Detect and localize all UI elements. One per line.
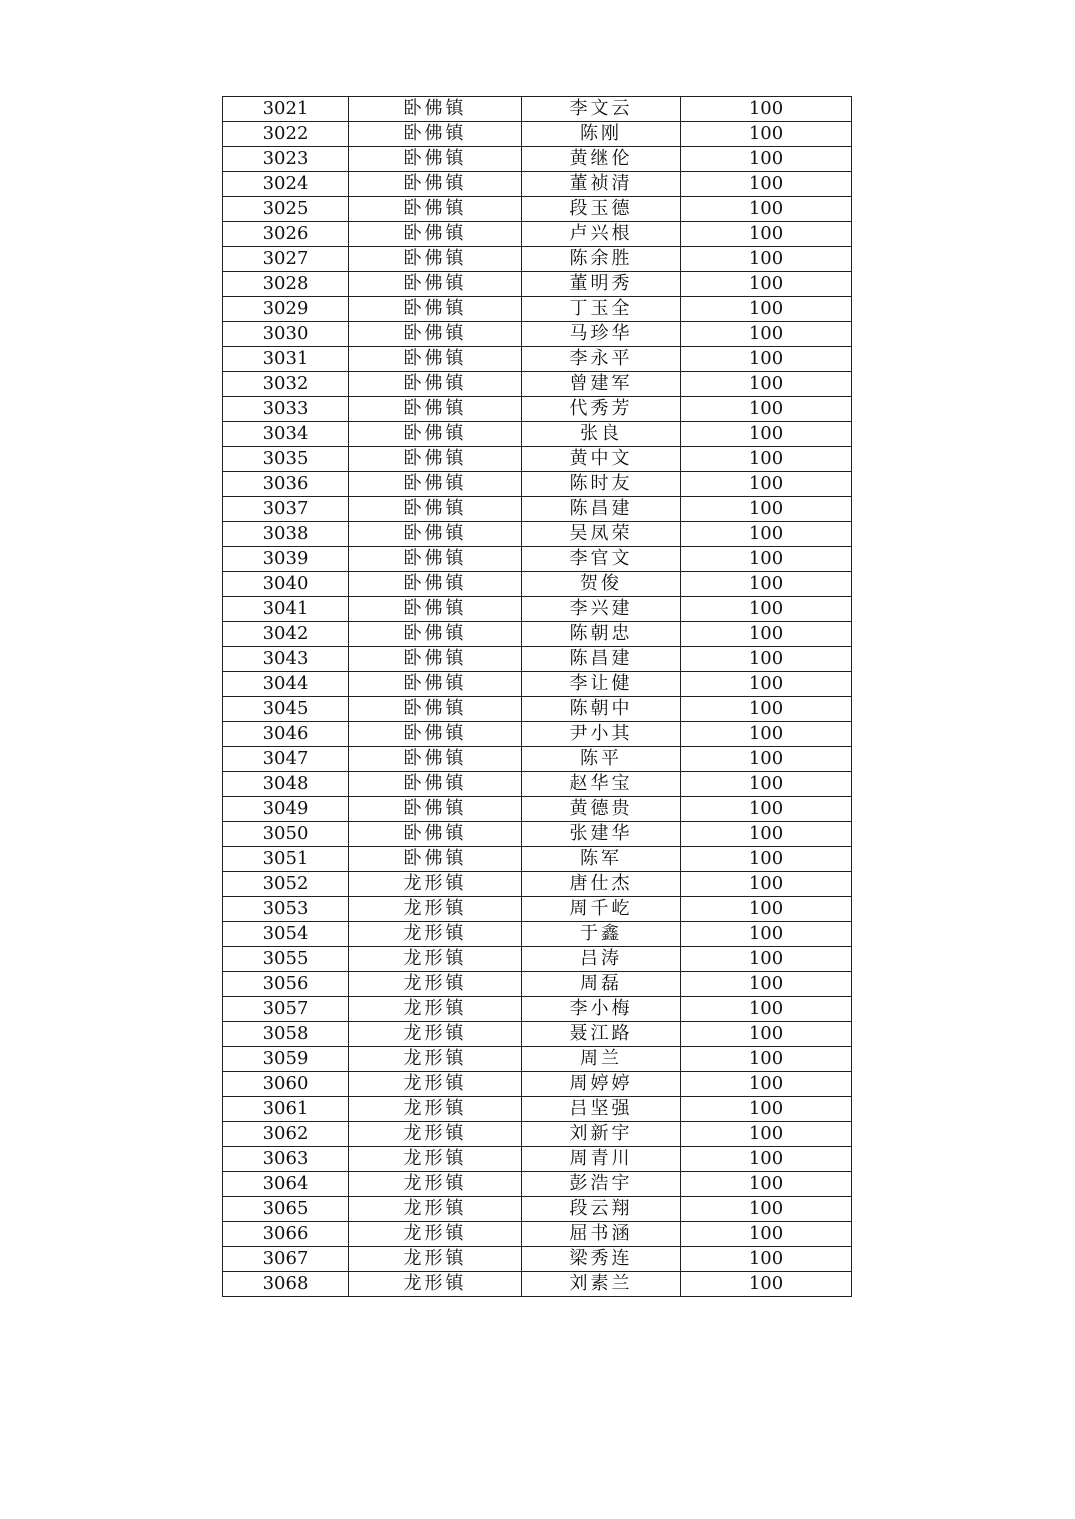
town-cell: 卧佛镇 [349,222,522,247]
serial-number-cell: 3047 [223,747,349,772]
amount-cell: 100 [681,1047,852,1072]
serial-number-cell: 3063 [223,1147,349,1172]
name-cell: 刘素兰 [522,1272,681,1297]
amount-cell: 100 [681,872,852,897]
serial-number-cell: 3061 [223,1097,349,1122]
amount-cell: 100 [681,547,852,572]
name-cell: 李官文 [522,547,681,572]
name-cell: 陈昌建 [522,497,681,522]
amount-cell: 100 [681,597,852,622]
table-row [223,697,852,722]
name-cell: 陈余胜 [522,247,681,272]
serial-number-cell: 3054 [223,922,349,947]
table-row [223,297,852,322]
serial-number-cell: 3049 [223,797,349,822]
town-cell: 卧佛镇 [349,697,522,722]
serial-number-cell: 3051 [223,847,349,872]
amount-cell: 100 [681,797,852,822]
town-cell: 卧佛镇 [349,422,522,447]
serial-number-cell: 3060 [223,1072,349,1097]
name-cell: 代秀芳 [522,397,681,422]
town-cell: 龙形镇 [349,1147,522,1172]
serial-number-cell: 3041 [223,597,349,622]
serial-number-cell: 3036 [223,472,349,497]
amount-cell: 100 [681,222,852,247]
serial-number-cell: 3028 [223,272,349,297]
town-cell: 龙形镇 [349,1047,522,1072]
table-row [223,772,852,797]
name-cell: 陈平 [522,747,681,772]
town-cell: 卧佛镇 [349,322,522,347]
town-cell: 卧佛镇 [349,822,522,847]
name-cell: 黄继伦 [522,147,681,172]
name-cell: 李小梅 [522,997,681,1022]
table-row [223,547,852,572]
town-cell: 卧佛镇 [349,647,522,672]
serial-number-cell: 3026 [223,222,349,247]
table-row [223,1247,852,1272]
serial-number-cell: 3044 [223,672,349,697]
serial-number-cell: 3022 [223,122,349,147]
name-cell: 周青川 [522,1147,681,1172]
serial-number-cell: 3023 [223,147,349,172]
amount-cell: 100 [681,972,852,997]
table-row [223,622,852,647]
town-cell: 卧佛镇 [349,397,522,422]
amount-cell: 100 [681,747,852,772]
serial-number-cell: 3024 [223,172,349,197]
serial-number-cell: 3033 [223,397,349,422]
town-cell: 卧佛镇 [349,672,522,697]
amount-cell: 100 [681,1147,852,1172]
name-cell: 李让健 [522,672,681,697]
town-cell: 卧佛镇 [349,172,522,197]
table-row [223,1097,852,1122]
serial-number-cell: 3030 [223,322,349,347]
table-row [223,447,852,472]
amount-cell: 100 [681,847,852,872]
serial-number-cell: 3055 [223,947,349,972]
serial-number-cell: 3053 [223,897,349,922]
serial-number-cell: 3042 [223,622,349,647]
table-row [223,947,852,972]
name-cell: 陈军 [522,847,681,872]
town-cell: 龙形镇 [349,1247,522,1272]
serial-number-cell: 3066 [223,1222,349,1247]
table-row [223,197,852,222]
serial-number-cell: 3057 [223,997,349,1022]
table-row [223,897,852,922]
name-cell: 聂江路 [522,1022,681,1047]
serial-number-cell: 3040 [223,572,349,597]
serial-number-cell: 3059 [223,1047,349,1072]
town-cell: 龙形镇 [349,1272,522,1297]
table-row [223,122,852,147]
name-cell: 陈朝中 [522,697,681,722]
amount-cell: 100 [681,1072,852,1097]
serial-number-cell: 3038 [223,522,349,547]
name-cell: 吕涛 [522,947,681,972]
table-row [223,822,852,847]
serial-number-cell: 3065 [223,1197,349,1222]
table-row [223,322,852,347]
amount-cell: 100 [681,1222,852,1247]
town-cell: 卧佛镇 [349,372,522,397]
amount-cell: 100 [681,322,852,347]
table-row [223,1072,852,1097]
table-row [223,97,852,122]
serial-number-cell: 3027 [223,247,349,272]
table-row [223,997,852,1022]
town-cell: 卧佛镇 [349,547,522,572]
table-row [223,1022,852,1047]
name-cell: 屈书涵 [522,1222,681,1247]
amount-cell: 100 [681,647,852,672]
table-row [223,372,852,397]
roster-table-body [223,97,852,1297]
amount-cell: 100 [681,897,852,922]
serial-number-cell: 3043 [223,647,349,672]
amount-cell: 100 [681,497,852,522]
table-row [223,347,852,372]
name-cell: 彭浩宇 [522,1172,681,1197]
name-cell: 李文云 [522,97,681,122]
town-cell: 卧佛镇 [349,122,522,147]
table-row [223,1272,852,1297]
name-cell: 贺俊 [522,572,681,597]
amount-cell: 100 [681,522,852,547]
town-cell: 龙形镇 [349,1172,522,1197]
name-cell: 董祯清 [522,172,681,197]
name-cell: 周千屹 [522,897,681,922]
town-cell: 卧佛镇 [349,747,522,772]
amount-cell: 100 [681,472,852,497]
serial-number-cell: 3050 [223,822,349,847]
table-row [223,1122,852,1147]
amount-cell: 100 [681,772,852,797]
serial-number-cell: 3025 [223,197,349,222]
table-row [223,597,852,622]
table-row [223,147,852,172]
serial-number-cell: 3046 [223,722,349,747]
serial-number-cell: 3068 [223,1272,349,1297]
table-row [223,247,852,272]
amount-cell: 100 [681,447,852,472]
table-row [223,797,852,822]
name-cell: 董明秀 [522,272,681,297]
amount-cell: 100 [681,1247,852,1272]
table-row [223,497,852,522]
town-cell: 龙形镇 [349,1097,522,1122]
amount-cell: 100 [681,97,852,122]
amount-cell: 100 [681,372,852,397]
town-cell: 龙形镇 [349,872,522,897]
name-cell: 李永平 [522,347,681,372]
town-cell: 龙形镇 [349,1072,522,1097]
town-cell: 卧佛镇 [349,272,522,297]
town-cell: 龙形镇 [349,1122,522,1147]
amount-cell: 100 [681,122,852,147]
name-cell: 周兰 [522,1047,681,1072]
table-row [223,647,852,672]
name-cell: 张良 [522,422,681,447]
name-cell: 黄德贵 [522,797,681,822]
serial-number-cell: 3058 [223,1022,349,1047]
amount-cell: 100 [681,147,852,172]
name-cell: 吕坚强 [522,1097,681,1122]
amount-cell: 100 [681,572,852,597]
table-row [223,922,852,947]
name-cell: 赵华宝 [522,772,681,797]
amount-cell: 100 [681,1122,852,1147]
table-row [223,1147,852,1172]
name-cell: 黄中文 [522,447,681,472]
serial-number-cell: 3064 [223,1172,349,1197]
roster-table [222,96,852,1297]
town-cell: 卧佛镇 [349,247,522,272]
town-cell: 卧佛镇 [349,722,522,747]
amount-cell: 100 [681,297,852,322]
serial-number-cell: 3032 [223,372,349,397]
name-cell: 于鑫 [522,922,681,947]
table-row [223,272,852,297]
town-cell: 卧佛镇 [349,197,522,222]
name-cell: 曾建军 [522,372,681,397]
name-cell: 陈刚 [522,122,681,147]
amount-cell: 100 [681,997,852,1022]
table-row [223,722,852,747]
town-cell: 卧佛镇 [349,772,522,797]
table-row [223,1172,852,1197]
serial-number-cell: 3045 [223,697,349,722]
serial-number-cell: 3067 [223,1247,349,1272]
name-cell: 吴凤荣 [522,522,681,547]
town-cell: 卧佛镇 [349,347,522,372]
town-cell: 卧佛镇 [349,847,522,872]
name-cell: 丁玉全 [522,297,681,322]
table-row [223,872,852,897]
town-cell: 卧佛镇 [349,447,522,472]
amount-cell: 100 [681,1022,852,1047]
amount-cell: 100 [681,272,852,297]
amount-cell: 100 [681,197,852,222]
town-cell: 龙形镇 [349,1197,522,1222]
amount-cell: 100 [681,1197,852,1222]
name-cell: 梁秀连 [522,1247,681,1272]
serial-number-cell: 3037 [223,497,349,522]
town-cell: 卧佛镇 [349,97,522,122]
serial-number-cell: 3048 [223,772,349,797]
town-cell: 卧佛镇 [349,572,522,597]
amount-cell: 100 [681,672,852,697]
town-cell: 龙形镇 [349,997,522,1022]
town-cell: 卧佛镇 [349,472,522,497]
name-cell: 陈时友 [522,472,681,497]
serial-number-cell: 3052 [223,872,349,897]
town-cell: 卧佛镇 [349,522,522,547]
amount-cell: 100 [681,1272,852,1297]
amount-cell: 100 [681,422,852,447]
table-row [223,847,852,872]
table-row [223,572,852,597]
name-cell: 唐仕杰 [522,872,681,897]
table-row [223,397,852,422]
town-cell: 龙形镇 [349,1222,522,1247]
amount-cell: 100 [681,1172,852,1197]
town-cell: 卧佛镇 [349,497,522,522]
amount-cell: 100 [681,347,852,372]
table-row [223,472,852,497]
name-cell: 陈昌建 [522,647,681,672]
name-cell: 段云翔 [522,1197,681,1222]
town-cell: 卧佛镇 [349,622,522,647]
table-row [223,1047,852,1072]
amount-cell: 100 [681,697,852,722]
name-cell: 刘新宇 [522,1122,681,1147]
amount-cell: 100 [681,172,852,197]
serial-number-cell: 3035 [223,447,349,472]
amount-cell: 100 [681,247,852,272]
name-cell: 卢兴根 [522,222,681,247]
name-cell: 陈朝忠 [522,622,681,647]
amount-cell: 100 [681,947,852,972]
amount-cell: 100 [681,397,852,422]
table-row [223,1222,852,1247]
town-cell: 龙形镇 [349,897,522,922]
amount-cell: 100 [681,922,852,947]
name-cell: 李兴建 [522,597,681,622]
table-row [223,747,852,772]
table-row [223,672,852,697]
serial-number-cell: 3062 [223,1122,349,1147]
serial-number-cell: 3029 [223,297,349,322]
serial-number-cell: 3056 [223,972,349,997]
town-cell: 卧佛镇 [349,797,522,822]
amount-cell: 100 [681,822,852,847]
amount-cell: 100 [681,722,852,747]
table-row [223,422,852,447]
amount-cell: 100 [681,622,852,647]
name-cell: 张建华 [522,822,681,847]
table-row [223,972,852,997]
table-row [223,222,852,247]
town-cell: 龙形镇 [349,947,522,972]
name-cell: 周婷婷 [522,1072,681,1097]
town-cell: 卧佛镇 [349,597,522,622]
name-cell: 马珍华 [522,322,681,347]
name-cell: 周磊 [522,972,681,997]
serial-number-cell: 3039 [223,547,349,572]
town-cell: 龙形镇 [349,1022,522,1047]
name-cell: 段玉德 [522,197,681,222]
table-row [223,1197,852,1222]
town-cell: 龙形镇 [349,922,522,947]
amount-cell: 100 [681,1097,852,1122]
table-row [223,522,852,547]
serial-number-cell: 3021 [223,97,349,122]
serial-number-cell: 3034 [223,422,349,447]
town-cell: 卧佛镇 [349,297,522,322]
name-cell: 尹小其 [522,722,681,747]
serial-number-cell: 3031 [223,347,349,372]
table-row [223,172,852,197]
town-cell: 卧佛镇 [349,147,522,172]
town-cell: 龙形镇 [349,972,522,997]
